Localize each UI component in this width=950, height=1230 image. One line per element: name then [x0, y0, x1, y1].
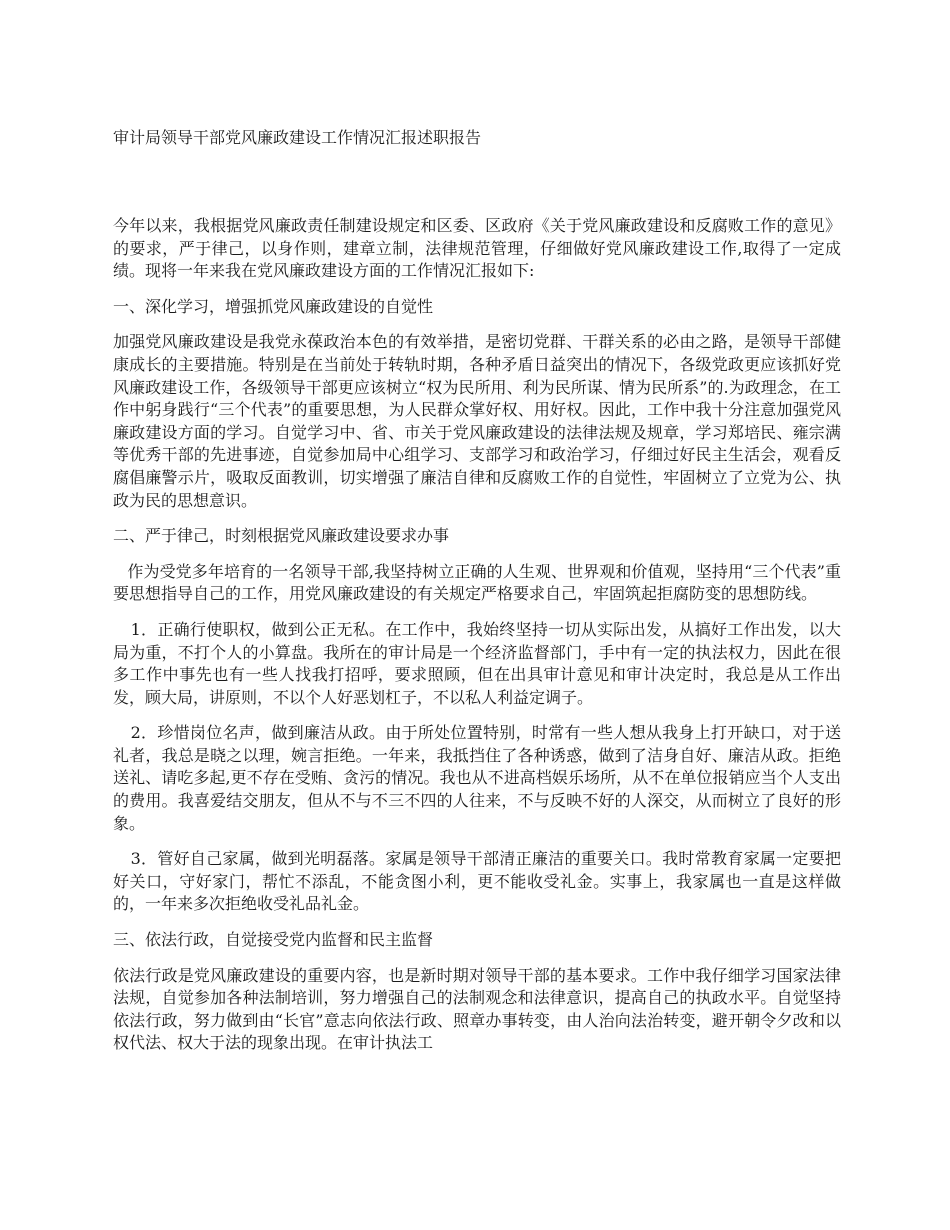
document-title: 审计局领导干部党风廉政建设工作情况汇报述职报告 [113, 128, 482, 147]
paragraph-item-3: 3．管好自己家属，做到光明磊落。家属是领导干部清正廉洁的重要关口。我时常教育家属一定要把好关口，守好家门，帮忙不添乱，不能贪图小利，更不能收受礼金。实事上，我家属也一直是这样做的，一年来多次拒绝收受礼品礼金。 [113, 849, 841, 914]
section-heading-2: 二、严于律己，时刻根据党风廉政建设要求办事 [113, 526, 450, 546]
document-body [113, 215, 841, 1068]
paragraph-item-2: 2．珍惜岗位名声，做到廉洁从政。由于所处位置特别，时常有一些人想从我身上打开缺口，对于送礼者，我总是晓之以理，婉言拒绝。一年来，我抵挡住了各种诱惑，做到了洁身自好、廉洁从政。拒绝送礼、请吃多起,更不存在受贿、贪污的情况。我也从不进高档娱乐场所，从不在单位报销应当个人支出的费用。我喜爱结交朋友，但从不与不三不四的人往来，不与反映不好的人深交，从而树立了良好的形象。 [113, 723, 841, 833]
paragraph-rule-of-law: 依法行政是党风廉政建设的重要内容，也是新时期对领导干部的基本要求。工作中我仔细学习国家法律法规，自觉参加各种法制培训，努力增强自己的法制观念和法律意识，提高自己的执政水平。自觉坚持依法行政，努力做到由“长官”意志向依法行政、照章办事转变，由人治向法治转变，避开朝令夕改和以权代法、权大于法的现象出现。在审计执法工 [113, 965, 841, 1053]
paragraph-item-1: 1．正确行使职权，做到公正无私。在工作中，我始终坚持一切从实际出发，从搞好工作出发，以大局为重，不打个人的小算盘。我所在的审计局是一个经济监督部门，手中有一定的执法权力，因此在很多工作中事先也有一些人找我打招呼，要求照顾，但在出具审计意见和审计决定时，我总是从工作出发，顾大局，讲原则，不以个人好恶划杠子，不以私人利益定调子。 [113, 619, 841, 707]
paragraph-study: 加强党风廉政建设是我党永葆政治本色的有效举措，是密切党群、干群关系的必由之路，是领导干部健康成长的主要措施。特别是在当前处于转轨时期，各种矛盾日益突出的情况下，各级党政更应该抓好党风廉政建设工作，各级领导干部更应该树立“权为民所用、利为民所谋、情为民所系”的.为政理念，在工作中躬身践行“三个代表”的重要思想，为人民群众掌好权、用好权。因此，工作中我十分注意加强党风廉政建设方面的学习。自觉学习中、省、市关于党风廉政建设的法律法规及规章，学习郑培民、雍宗满等优秀干部的先进事迹，自觉参加局中心组学习、支部学习和政治学习，仔细过好民主生活会，观看反腐倡廉警示片，吸取反面教训，切实增强了廉洁自律和反腐败工作的自觉性，牢固树立了立党为公、执政为民的思想意识。 [113, 332, 841, 510]
paragraph-self-discipline: 作为受党多年培育的一名领导干部,我坚持树立正确的人生观、世界观和价值观，坚持用“三个代表”重要思想指导自己的工作，用党风廉政建设的有关规定严格要求自己，牢固筑起拒腐防变的思想防线。 [113, 561, 841, 604]
paragraph-intro: 今年以来，我根据党风廉政责任制建设规定和区委、区政府《关于党风廉政建设和反腐败工作的意见》的要求，严于律己，以身作则，建章立制，法律规范管理，仔细做好党风廉政建设工作,取得了一定成绩。现将一年来我在党风廉政建设方面的工作情况汇报如下: [113, 216, 841, 281]
section-heading-3: 三、依法行政，自觉接受党内监督和民主监督 [113, 930, 434, 950]
section-heading-1: 一、深化学习，增强抓党风廉政建设的自觉性 [113, 296, 434, 316]
